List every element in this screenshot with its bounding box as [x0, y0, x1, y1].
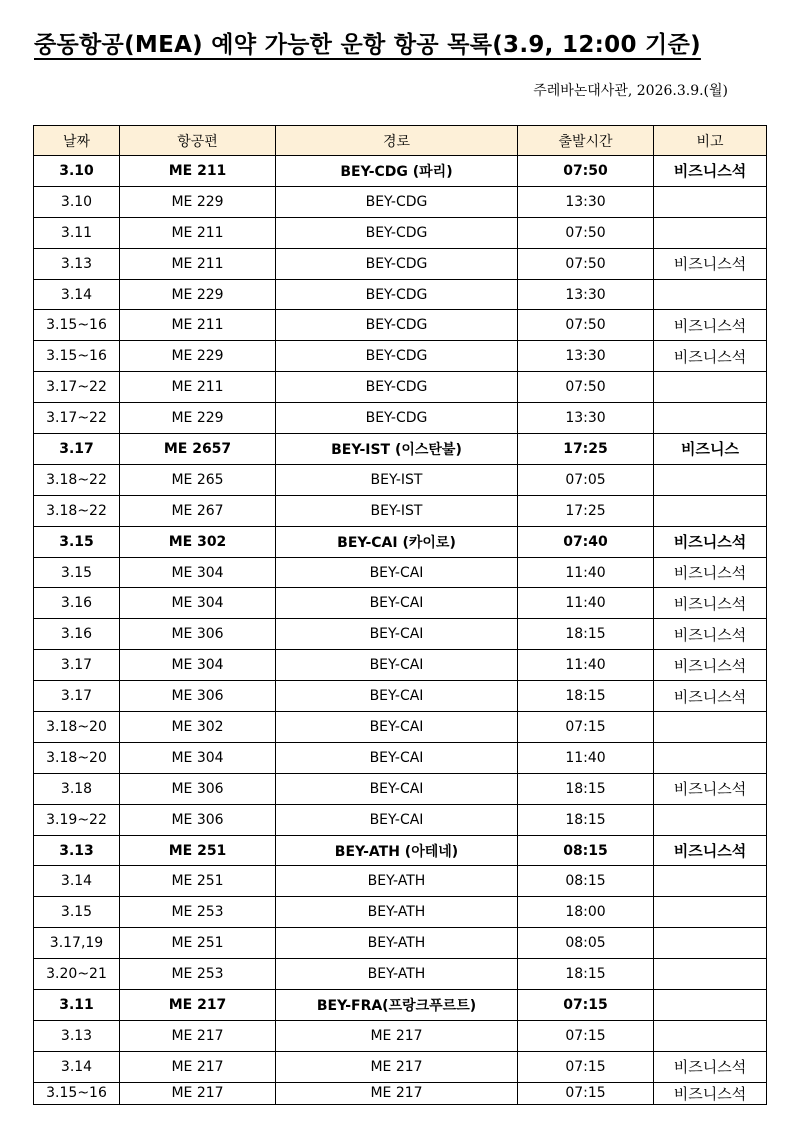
- departure-time-cell: 08:05: [518, 928, 654, 959]
- flight-cell: ME 211: [120, 248, 276, 279]
- date-cell: 3.16: [34, 619, 120, 650]
- flight-cell: ME 306: [120, 804, 276, 835]
- departure-time-cell: 18:15: [518, 804, 654, 835]
- route-cell: BEY-CDG: [276, 217, 518, 248]
- note-cell: 비즈니스석: [654, 1082, 767, 1104]
- date-cell: 3.20~21: [34, 959, 120, 990]
- table-row: [34, 619, 767, 650]
- departure-time-cell: 18:15: [518, 773, 654, 804]
- route-cell: BEY-IST: [276, 464, 518, 495]
- route-cell: BEY-CDG (파리): [276, 156, 518, 187]
- flight-cell: ME 304: [120, 588, 276, 619]
- departure-time-cell: 11:40: [518, 588, 654, 619]
- date-cell: 3.14: [34, 866, 120, 897]
- note-cell: 비즈니스석: [654, 619, 767, 650]
- note-cell: [654, 217, 767, 248]
- note-cell: [654, 186, 767, 217]
- note-cell: [654, 372, 767, 403]
- departure-time-cell: 07:15: [518, 1020, 654, 1051]
- departure-time-cell: 07:50: [518, 217, 654, 248]
- date-cell: 3.15~16: [34, 310, 120, 341]
- table-row: [34, 866, 767, 897]
- date-cell: 3.18~22: [34, 464, 120, 495]
- table-row: [34, 990, 767, 1021]
- route-cell: ME 217: [276, 1051, 518, 1082]
- note-cell: 비즈니스석: [654, 156, 767, 187]
- flight-cell: ME 229: [120, 341, 276, 372]
- flight-cell: ME 302: [120, 526, 276, 557]
- note-cell: [654, 742, 767, 773]
- note-cell: [654, 495, 767, 526]
- route-cell: BEY-CAI: [276, 742, 518, 773]
- date-cell: 3.13: [34, 1020, 120, 1051]
- flight-cell: ME 304: [120, 742, 276, 773]
- route-cell: BEY-CAI: [276, 773, 518, 804]
- date-cell: 3.13: [34, 835, 120, 866]
- flight-cell: ME 306: [120, 773, 276, 804]
- flight-cell: ME 253: [120, 959, 276, 990]
- flight-cell: ME 229: [120, 403, 276, 434]
- note-cell: [654, 403, 767, 434]
- date-cell: 3.17,19: [34, 928, 120, 959]
- note-cell: 비즈니스석: [654, 526, 767, 557]
- departure-time-cell: 17:25: [518, 495, 654, 526]
- note-cell: 비즈니스: [654, 434, 767, 465]
- date-cell: 3.17~22: [34, 372, 120, 403]
- departure-time-cell: 13:30: [518, 341, 654, 372]
- route-cell: BEY-CDG: [276, 279, 518, 310]
- note-cell: [654, 866, 767, 897]
- note-cell: 비즈니스석: [654, 341, 767, 372]
- route-cell: BEY-CAI: [276, 681, 518, 712]
- note-cell: [654, 990, 767, 1021]
- date-cell: 3.17: [34, 434, 120, 465]
- note-cell: 비즈니스석: [654, 588, 767, 619]
- flight-cell: ME 2657: [120, 434, 276, 465]
- note-cell: 비즈니스석: [654, 681, 767, 712]
- table-row: [34, 156, 767, 187]
- route-cell: BEY-FRA(프랑크푸르트): [276, 990, 518, 1021]
- table-row: [34, 1082, 767, 1104]
- route-cell: BEY-ATH: [276, 928, 518, 959]
- date-cell: 3.18~20: [34, 742, 120, 773]
- header-note: 비고: [654, 126, 767, 156]
- table-row: [34, 464, 767, 495]
- flight-cell: ME 306: [120, 681, 276, 712]
- table-row: [34, 341, 767, 372]
- flight-cell: ME 211: [120, 156, 276, 187]
- table-row: [34, 650, 767, 681]
- table-row: [34, 495, 767, 526]
- route-cell: BEY-CAI: [276, 619, 518, 650]
- departure-time-cell: 07:15: [518, 990, 654, 1021]
- date-cell: 3.10: [34, 156, 120, 187]
- table-row: [34, 773, 767, 804]
- table-row: [34, 712, 767, 743]
- header-departure-time: 출발시간: [518, 126, 654, 156]
- table-row: [34, 681, 767, 712]
- table-row: [34, 897, 767, 928]
- header-flight: 항공편: [120, 126, 276, 156]
- departure-time-cell: 11:40: [518, 742, 654, 773]
- table-row: [34, 1051, 767, 1082]
- departure-time-cell: 17:25: [518, 434, 654, 465]
- table-row: [34, 217, 767, 248]
- note-cell: [654, 897, 767, 928]
- departure-time-cell: 18:15: [518, 619, 654, 650]
- departure-time-cell: 11:40: [518, 650, 654, 681]
- route-cell: BEY-CAI: [276, 650, 518, 681]
- date-cell: 3.14: [34, 1051, 120, 1082]
- flight-cell: ME 251: [120, 835, 276, 866]
- route-cell: BEY-CDG: [276, 341, 518, 372]
- departure-time-cell: 11:40: [518, 557, 654, 588]
- date-cell: 3.18: [34, 773, 120, 804]
- table-row: [34, 186, 767, 217]
- table-row: [34, 403, 767, 434]
- flight-cell: ME 253: [120, 897, 276, 928]
- departure-time-cell: 13:30: [518, 186, 654, 217]
- departure-time-cell: 18:00: [518, 897, 654, 928]
- flight-cell: ME 251: [120, 928, 276, 959]
- table-row: [34, 248, 767, 279]
- route-cell: BEY-CAI (카이로): [276, 526, 518, 557]
- departure-time-cell: 07:50: [518, 372, 654, 403]
- table-row: [34, 526, 767, 557]
- table-row: [34, 588, 767, 619]
- page-title: 중동항공(MEA) 예약 가능한 운항 항공 목록(3.9, 12:00 기준): [34, 32, 701, 58]
- table-row: [34, 372, 767, 403]
- departure-time-cell: 07:05: [518, 464, 654, 495]
- date-cell: 3.16: [34, 588, 120, 619]
- note-cell: 비즈니스석: [654, 650, 767, 681]
- flight-cell: ME 217: [120, 1020, 276, 1051]
- note-cell: 비즈니스석: [654, 1051, 767, 1082]
- note-cell: 비즈니스석: [654, 557, 767, 588]
- date-cell: 3.15: [34, 557, 120, 588]
- flight-cell: ME 306: [120, 619, 276, 650]
- note-cell: [654, 959, 767, 990]
- departure-time-cell: 13:30: [518, 403, 654, 434]
- departure-time-cell: 07:50: [518, 248, 654, 279]
- departure-time-cell: 13:30: [518, 279, 654, 310]
- date-cell: 3.17: [34, 681, 120, 712]
- table-row: [34, 804, 767, 835]
- route-cell: BEY-CAI: [276, 588, 518, 619]
- date-cell: 3.14: [34, 279, 120, 310]
- flight-cell: ME 217: [120, 1051, 276, 1082]
- note-cell: [654, 928, 767, 959]
- date-cell: 3.17~22: [34, 403, 120, 434]
- flight-cell: ME 251: [120, 866, 276, 897]
- departure-time-cell: 07:15: [518, 712, 654, 743]
- note-cell: [654, 804, 767, 835]
- issuer-date: 주레바논대사관, 2026.3.9.(월): [533, 83, 728, 99]
- flight-cell: ME 304: [120, 557, 276, 588]
- departure-time-cell: 07:15: [518, 1051, 654, 1082]
- route-cell: ME 217: [276, 1082, 518, 1104]
- route-cell: BEY-CDG: [276, 186, 518, 217]
- route-cell: BEY-CDG: [276, 310, 518, 341]
- table-header: [34, 126, 767, 156]
- route-cell: BEY-CAI: [276, 557, 518, 588]
- header-date: 날짜: [34, 126, 120, 156]
- table-row: [34, 434, 767, 465]
- flight-cell: ME 217: [120, 1082, 276, 1104]
- date-cell: 3.11: [34, 990, 120, 1021]
- date-cell: 3.18~20: [34, 712, 120, 743]
- route-cell: BEY-IST (이스탄불): [276, 434, 518, 465]
- route-cell: BEY-ATH: [276, 897, 518, 928]
- table-row: [34, 742, 767, 773]
- departure-time-cell: 07:50: [518, 310, 654, 341]
- departure-time-cell: 07:50: [518, 156, 654, 187]
- date-cell: 3.15~16: [34, 341, 120, 372]
- note-cell: 비즈니스석: [654, 310, 767, 341]
- flight-cell: ME 267: [120, 495, 276, 526]
- departure-time-cell: 18:15: [518, 959, 654, 990]
- note-cell: [654, 464, 767, 495]
- table-row: [34, 310, 767, 341]
- table-row: [34, 279, 767, 310]
- flight-cell: ME 229: [120, 279, 276, 310]
- route-cell: BEY-ATH: [276, 866, 518, 897]
- flight-cell: ME 217: [120, 990, 276, 1021]
- date-cell: 3.17: [34, 650, 120, 681]
- date-cell: 3.19~22: [34, 804, 120, 835]
- departure-time-cell: 18:15: [518, 681, 654, 712]
- table-row: [34, 557, 767, 588]
- route-cell: BEY-CDG: [276, 372, 518, 403]
- table-row: [34, 928, 767, 959]
- departure-time-cell: 07:40: [518, 526, 654, 557]
- flight-cell: ME 304: [120, 650, 276, 681]
- date-cell: 3.13: [34, 248, 120, 279]
- route-cell: ME 217: [276, 1020, 518, 1051]
- date-cell: 3.10: [34, 186, 120, 217]
- date-cell: 3.15: [34, 526, 120, 557]
- table-body: [34, 156, 767, 1105]
- flight-cell: ME 211: [120, 310, 276, 341]
- route-cell: BEY-CAI: [276, 804, 518, 835]
- note-cell: 비즈니스석: [654, 835, 767, 866]
- note-cell: [654, 1020, 767, 1051]
- header-route: 경로: [276, 126, 518, 156]
- table-row: [34, 1020, 767, 1051]
- header-row: [34, 126, 767, 156]
- note-cell: 비즈니스석: [654, 773, 767, 804]
- route-cell: BEY-CDG: [276, 403, 518, 434]
- table-row: [34, 835, 767, 866]
- route-cell: BEY-ATH (아테네): [276, 835, 518, 866]
- flight-cell: ME 211: [120, 372, 276, 403]
- date-cell: 3.18~22: [34, 495, 120, 526]
- route-cell: BEY-CDG: [276, 248, 518, 279]
- route-cell: BEY-ATH: [276, 959, 518, 990]
- table-row: [34, 959, 767, 990]
- flight-table: [33, 125, 767, 1105]
- flight-cell: ME 229: [120, 186, 276, 217]
- departure-time-cell: 07:15: [518, 1082, 654, 1104]
- route-cell: BEY-CAI: [276, 712, 518, 743]
- departure-time-cell: 08:15: [518, 866, 654, 897]
- route-cell: BEY-IST: [276, 495, 518, 526]
- flight-cell: ME 265: [120, 464, 276, 495]
- date-cell: 3.15~16: [34, 1082, 120, 1104]
- departure-time-cell: 08:15: [518, 835, 654, 866]
- flight-cell: ME 211: [120, 217, 276, 248]
- note-cell: [654, 279, 767, 310]
- flight-cell: ME 302: [120, 712, 276, 743]
- note-cell: [654, 712, 767, 743]
- note-cell: 비즈니스석: [654, 248, 767, 279]
- date-cell: 3.15: [34, 897, 120, 928]
- date-cell: 3.11: [34, 217, 120, 248]
